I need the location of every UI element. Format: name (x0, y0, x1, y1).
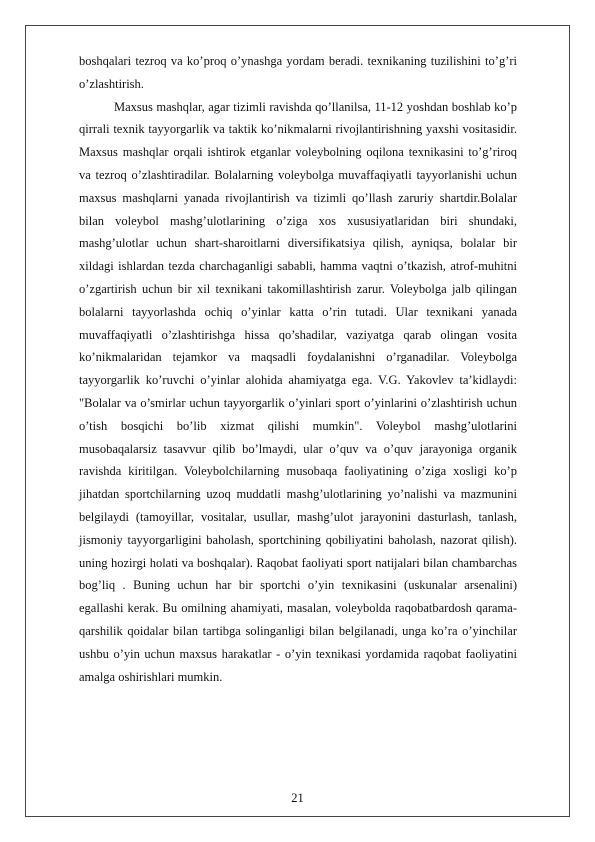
document-body (79, 50, 517, 688)
paragraph-continuation: boshqalari tezroq va ko’proq o’ynashga yordam beradi. texnikaning tuzilishini to’g’ri o’zlashtirish. (79, 54, 517, 91)
paragraph-main: Maxsus mashqlar, agar tizimli ravishda qo’llanilsa, 11-12 yoshdan boshlab ko’p qirrali texnik tayyorgarlik va taktik ko’nikmalarni rivojlantirishning yaxshi vositasidir. Maxsus mashqlar orqali ishtirok etganlar voleybolning oqilona texnikasini to’g’riroq va tezroq o’zlashtiradilar. Bolalarning voleybolga muvaffaqiyatli tayyorlanishi uchun maxsus mashqlarni yanada rivojlantirish va tizimli qo’llash zaruriy shartdir.Bolalar bilan voleybol mashg’ulotlarining o’ziga xos xususiyatlaridan biri shundaki, mashg’ulotlar uchun shart-sharoitlarni diversifikatsiya qilish, ayniqsa, bolalar bir xildagi ishlardan tezda charchaganligi sababli, hamma vaqtni o’tkazish, atrof-muhitni o’zgartirish uchun bir xil texnikani takomillashtirish zarur. Voleybolga jalb qilingan bolalarni tayyorlashda ochiq o’yinlar katta o’rin tutadi. Ular texnikani yanada muvaffaqiyatli o’zlashtirishga hissa qo’shadilar, vaziyatga qarab olingan vosita ko’nikmalaridan tejamkor va maqsadli foydalanishni o’rganadilar. Voleybolga tayyorgarlik ko’ruvchi o’yinlar alohida ahamiyatga ega. V.G. Yakovlev ta’kidlaydi: "Bolalar va o’smirlar uchun tayyorgarlik o’yinlari sport o’yinlarini o’zlashtirish uchun o’tish bosqichi bo’lib xizmat qilishi mumkin". Voleybol mashg’ulotlarini musobaqalarsiz tasavvur qilib bo’lmaydi, ular o’quv va o’quv jarayoniga organik ravishda kiritilgan. Voleybolchilarning musobaqa faoliyatining o’ziga xosligi ko’p jihatdan sportchilarning uzoq muddatli mashg’ulotlarining yo’nalishi va mazmunini belgilaydi (tamoyillar, vositalar, usullar, mashg’ulot jarayonini dasturlash, tanlash, jismoniy tayyorgarligini baholash, sportchining qobiliyatini baholash, nazorat qilish). uning hozirgi holati va boshqalar). Raqobat faoliyati sport natijalari bilan chambarchas bog’liq . Buning uchun har bir sportchi o’yin texnikasini (uskunalar arsenalini) egallashi kerak. Bu omilning ahamiyati, masalan, voleybolda raqobatbardosh qarama-qarshilik qoidalar bilan tartibga solinganligi bilan belgilanadi, unga ko’ra o’yinchilar ushbu o’yin uchun maxsus harakatlar - o’yin texnikasi yordamida raqobat faoliyatini amalga oshirishlari mumkin. (79, 99, 517, 684)
page-number: 21 (291, 791, 304, 805)
